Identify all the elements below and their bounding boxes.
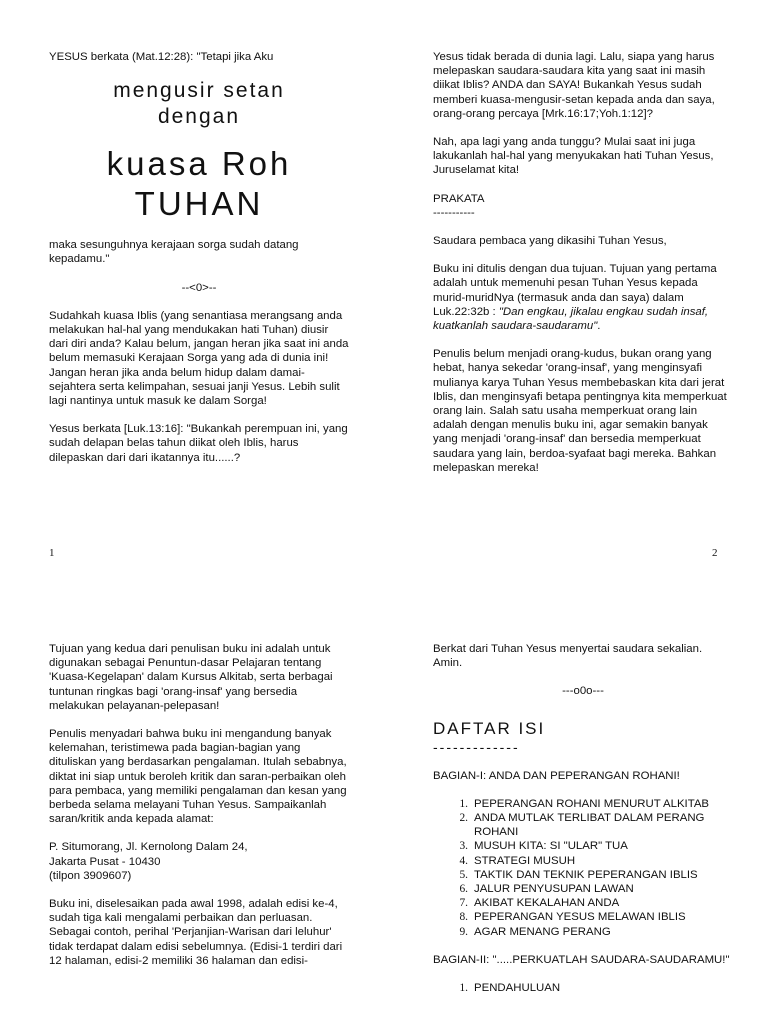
toc-list bbox=[433, 981, 733, 995]
after-title-text: maka sesunguhnya kerajaan sorga sudah datang kepadamu." bbox=[49, 239, 299, 266]
title-big-line-2: TUHAN bbox=[134, 185, 264, 223]
toc-item-text: JALUR PENYUSUPAN LAWAN bbox=[474, 883, 634, 896]
page-1 bbox=[49, 50, 349, 479]
toc-item-number: 2. bbox=[459, 812, 468, 825]
toc-item[interactable] bbox=[433, 925, 733, 939]
page-number: 2 bbox=[712, 547, 718, 559]
toc-item-text: TAKTIK DAN TEKNIK PEPERANGAN IBLIS bbox=[474, 868, 698, 881]
toc-item-number: 8. bbox=[459, 911, 468, 924]
toc-item[interactable] bbox=[433, 868, 733, 882]
toc-item[interactable] bbox=[433, 811, 733, 839]
paragraph-text: Buku ini ditulis dengan dua tujuan. Tujuan yang pertama adalah untuk memenuhi pesan Tuhan Yesus kepada murid-muridNya (termasuk anda dan saya) dalam Luk.22:32b : bbox=[433, 263, 717, 318]
toc-item-text: MUSUH KITA: SI "ULAR" TUA bbox=[474, 840, 628, 853]
toc-item[interactable] bbox=[433, 896, 733, 910]
paragraph: Yesus tidak berada di dunia lagi. Lalu, siapa yang harus melepaskan saudara-saudara kita yang saat ini masih diikat Iblis? ANDA dan SAYA! Bukankah Yesus sudah memberi kuasa-mengusir-setan kepada anda dan saya, orang-orang percaya [Mrk.16:17;Yoh.1:12]? bbox=[433, 51, 715, 120]
toc-item-text: AKIBAT KEKALAHAN ANDA bbox=[474, 897, 620, 910]
toc-item-number: 5. bbox=[459, 868, 468, 881]
toc-part-heading: BAGIAN-I: ANDA DAN PEPERANGAN ROHANI! bbox=[433, 769, 680, 782]
toc-separator: ------------- bbox=[433, 738, 520, 755]
title-large bbox=[49, 144, 349, 224]
title-line-2: dengan bbox=[157, 105, 241, 129]
paragraph: Yesus berkata [Luk.13:16]: "Bukankah perempuan ini, yang sudah delapan belas tahun diikat oleh Iblis, harus dilepaskan dari dari ikatannya itu......? bbox=[49, 423, 348, 464]
paragraph: Nah, apa lagi yang anda tunggu? Mulai saat ini juga lakukanlah hal-hal yang menyukakan hati Tuhan Yesus, Juruselamat kita! bbox=[433, 136, 714, 177]
paragraph: Penulis menyadari bahwa buku ini mengandung banyak kelemahan, teristimewa pada bagian-bagian yang dituliskan yang berdasarkan pengalaman. Itulah sebabnya, diktat ini siap untuk beroleh kritik dan saran-perbaikan oleh para pembaca, yang memiliki pengalaman dan kesan yang berbeda selama melayani Tuhan Yesus. Sampaikanlah saran/kritik anda kepada alamat: bbox=[49, 728, 347, 826]
toc-item[interactable] bbox=[433, 882, 733, 896]
divider: --<0>-- bbox=[181, 281, 217, 294]
divider: ---o0o--- bbox=[562, 685, 604, 698]
paragraph-end: . bbox=[597, 320, 601, 333]
toc-item[interactable] bbox=[433, 854, 733, 868]
title-line-1: mengusir setan bbox=[113, 79, 285, 103]
section-heading-prakata: PRAKATA bbox=[433, 192, 485, 205]
paragraph: Berkat dari Tuhan Yesus menyertai saudara sekalian. Amin. bbox=[433, 643, 703, 670]
toc-item[interactable] bbox=[433, 797, 733, 811]
toc-item[interactable] bbox=[433, 981, 733, 995]
page-4 bbox=[433, 642, 733, 1009]
toc-part-heading: BAGIAN-II: ".....PERKUATLAH SAUDARA-SAUDARAMU!" bbox=[433, 953, 730, 966]
toc-item[interactable] bbox=[433, 839, 733, 853]
toc-item-number: 3. bbox=[459, 840, 468, 853]
toc-item-number: 6. bbox=[459, 883, 468, 896]
toc-item-number: 9. bbox=[459, 925, 468, 938]
toc-title: DAFTAR ISI bbox=[433, 718, 546, 738]
toc-item-number: 1. bbox=[459, 982, 468, 995]
toc-item-text: AGAR MENANG PERANG bbox=[474, 925, 611, 938]
paragraph bbox=[433, 262, 733, 333]
paragraph: Saudara pembaca yang dikasihi Tuhan Yesus, bbox=[433, 235, 667, 248]
toc-item[interactable] bbox=[433, 910, 733, 924]
paragraph: Penulis belum menjadi orang-kudus, bukan orang yang hebat, hanya sekedar 'orang-insaf', yang menginsyafi mulianya karya Tuhan Yesus membebaskan kita dari jerat Iblis, dan menginsyafi betapa pentingnya kita memperkuat orang lain. Salah satu usaha memperkuat orang lain adalah dengan menulis buku ini, agar semakin banyak yang menjadi 'orang-insaf' dan bersedia memperkuat saudara yang lain, berdoa-syafaat bagi mereka. Bahkan melepaskan mereka! bbox=[433, 348, 727, 474]
title-small bbox=[49, 78, 349, 130]
address-block bbox=[49, 840, 349, 883]
address-phone: (tilpon 3909607) bbox=[49, 869, 132, 882]
page-2 bbox=[433, 50, 733, 489]
toc-item-text: PEPERANGAN ROHANI MENURUT ALKITAB bbox=[474, 797, 710, 810]
toc-item-number: 4. bbox=[459, 854, 468, 867]
address-line: Jakarta Pusat - 10430 bbox=[49, 855, 161, 868]
paragraph: Tujuan yang kedua dari penulisan buku ini adalah untuk digunakan sebagai Penuntun-dasar Pelajaran tentang 'Kuasa-Kegelapan' dalam Kursus Alkitab, serta berbagai tuntunan ringkas bagi 'orang-insaf' yang bersedia melakukan pelayanan-pelepasan! bbox=[49, 643, 333, 712]
title-big-line-1: kuasa Roh bbox=[106, 145, 292, 183]
toc-item-text: STRATEGI MUSUH bbox=[474, 854, 576, 867]
bible-quote: "Dan engkau, jikalau engkau sudah insaf, kuatkanlah saudara-saudaramu" bbox=[433, 305, 709, 333]
toc-item-number: 7. bbox=[459, 897, 468, 910]
page-number: 1 bbox=[49, 547, 55, 559]
toc-list bbox=[433, 797, 733, 939]
page-3 bbox=[49, 642, 349, 982]
paragraph: Sudahkah kuasa Iblis (yang senantiasa merangsang anda melakukan hal-hal yang mendukakan hati Tuhan) diusir dari diri anda? Kalau belum, jangan heran jika saat ini anda belum memasuki Kerajaan Sorga yang ada di dunia ini! Jangan heran jika anda belum hidup dalam damai-sejahtera serta kelimpahan, sesuai janji Yesus. Lebih sulit lagi nantinya untuk masuk ke dalam Sorga! bbox=[49, 309, 349, 408]
address-line: P. Situmorang, Jl. Kernolong Dalam 24, bbox=[49, 841, 248, 854]
toc-item-number: 1. bbox=[459, 797, 468, 810]
toc-item-text: PEPERANGAN YESUS MELAWAN IBLIS bbox=[474, 911, 686, 924]
section-separator: ----------- bbox=[433, 206, 475, 219]
toc-item-text: PENDAHULUAN bbox=[474, 982, 561, 995]
intro-text: YESUS berkata (Mat.12:28): "Tetapi jika Aku bbox=[49, 51, 274, 63]
paragraph: Buku ini, diselesaikan pada awal 1998, adalah edisi ke-4, sudah tiga kali mengalami perbaikan dan perluasan. Sebagai contoh, perihal 'Perjanjian-Warisan dari leluhur' tidak terdapat dalam edisi sebelumnya. (Edisi-1 terdiri dari 12 halaman, edisi-2 memiliki 36 halaman dan edisi- bbox=[49, 898, 343, 967]
toc-item-text: ANDA MUTLAK TERLIBAT DALAM PERANG ROHANI bbox=[474, 812, 705, 839]
